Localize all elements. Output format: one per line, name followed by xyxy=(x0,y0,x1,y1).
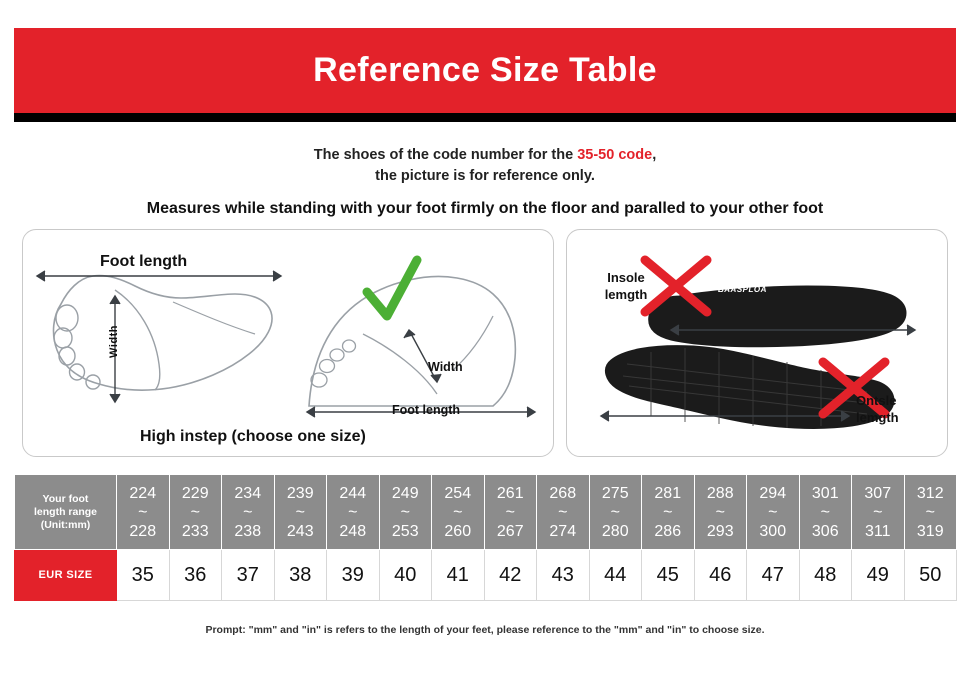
intro-line1-post: , xyxy=(652,147,657,163)
foot-length-label-side: Foot length xyxy=(392,403,461,417)
width-label-vertical: Width xyxy=(108,325,120,358)
insole-length-label: Insole lemgth xyxy=(604,270,648,302)
table-cell-range: 229 ~ 233 xyxy=(169,475,222,550)
table-cell-range: 268 ~ 274 xyxy=(537,475,590,550)
table-cell-range: 275 ~ 280 xyxy=(589,475,642,550)
table-cell-eur: 41 xyxy=(432,550,485,601)
intro-text xyxy=(14,145,956,187)
page-title: Reference Size Table xyxy=(313,51,657,89)
header-divider xyxy=(14,113,956,122)
header-banner xyxy=(14,28,956,113)
intro-code-highlight: 35-50 code xyxy=(577,147,653,163)
table-cell-range: 312 ~ 319 xyxy=(904,475,957,550)
table-cell-eur: 47 xyxy=(747,550,800,601)
table-cell-range: 294 ~ 300 xyxy=(747,475,800,550)
table-cell-eur: 38 xyxy=(274,550,327,601)
table-row-eur-size xyxy=(15,550,957,601)
size-table xyxy=(14,474,957,601)
table-cell-range: 307 ~ 311 xyxy=(852,475,905,550)
table-cell-range: 254 ~ 260 xyxy=(432,475,485,550)
table-cell-eur: 43 xyxy=(537,550,590,601)
table-cell-range: 239 ~ 243 xyxy=(274,475,327,550)
row-header-eur-size: EUR SIZE xyxy=(15,550,117,601)
table-cell-range: 281 ~ 286 xyxy=(642,475,695,550)
table-cell-eur: 44 xyxy=(589,550,642,601)
table-row-foot-length xyxy=(15,475,957,550)
brand-logo-text: BAASPLOA xyxy=(718,285,767,294)
foot-length-label: Foot length xyxy=(100,253,188,270)
footer-prompt: Prompt: "mm" and "in" is refers to the length of your feet, please reference to the "mm" and "in" to choose size. xyxy=(205,624,765,636)
table-cell-eur: 39 xyxy=(327,550,380,601)
table-cell-eur: 37 xyxy=(222,550,275,601)
row-header-foot-length: Your foot length range (Unit:mm) xyxy=(15,475,117,550)
table-cell-eur: 46 xyxy=(694,550,747,601)
table-cell-range: 244 ~ 248 xyxy=(327,475,380,550)
intro-line1-pre: The shoes of the code number for the xyxy=(313,147,578,163)
high-instep-note: High instep (choose one size) xyxy=(140,428,366,445)
table-cell-eur: 36 xyxy=(169,550,222,601)
table-cell-eur: 45 xyxy=(642,550,695,601)
table-cell-eur: 40 xyxy=(379,550,432,601)
table-cell-eur: 35 xyxy=(117,550,170,601)
table-cell-eur: 42 xyxy=(484,550,537,601)
table-cell-eur: 48 xyxy=(799,550,852,601)
intro-line2: the picture is for reference only. xyxy=(375,168,595,184)
table-cell-eur: 49 xyxy=(852,550,905,601)
table-cell-range: 224 ~ 228 xyxy=(117,475,170,550)
measure-instruction: Measures while standing with your foot firmly on the floor and paralled to your other foot xyxy=(146,200,824,217)
check-icon xyxy=(367,260,417,316)
table-cell-range: 261 ~ 267 xyxy=(484,475,537,550)
table-cell-range: 234 ~ 238 xyxy=(222,475,275,550)
table-cell-eur: 50 xyxy=(904,550,957,601)
table-cell-range: 249 ~ 253 xyxy=(379,475,432,550)
table-cell-range: 288 ~ 293 xyxy=(694,475,747,550)
outsole-length-label: Ontsle lemgth xyxy=(856,393,899,425)
width-label-side: Width xyxy=(428,360,463,374)
table-cell-range: 301 ~ 306 xyxy=(799,475,852,550)
